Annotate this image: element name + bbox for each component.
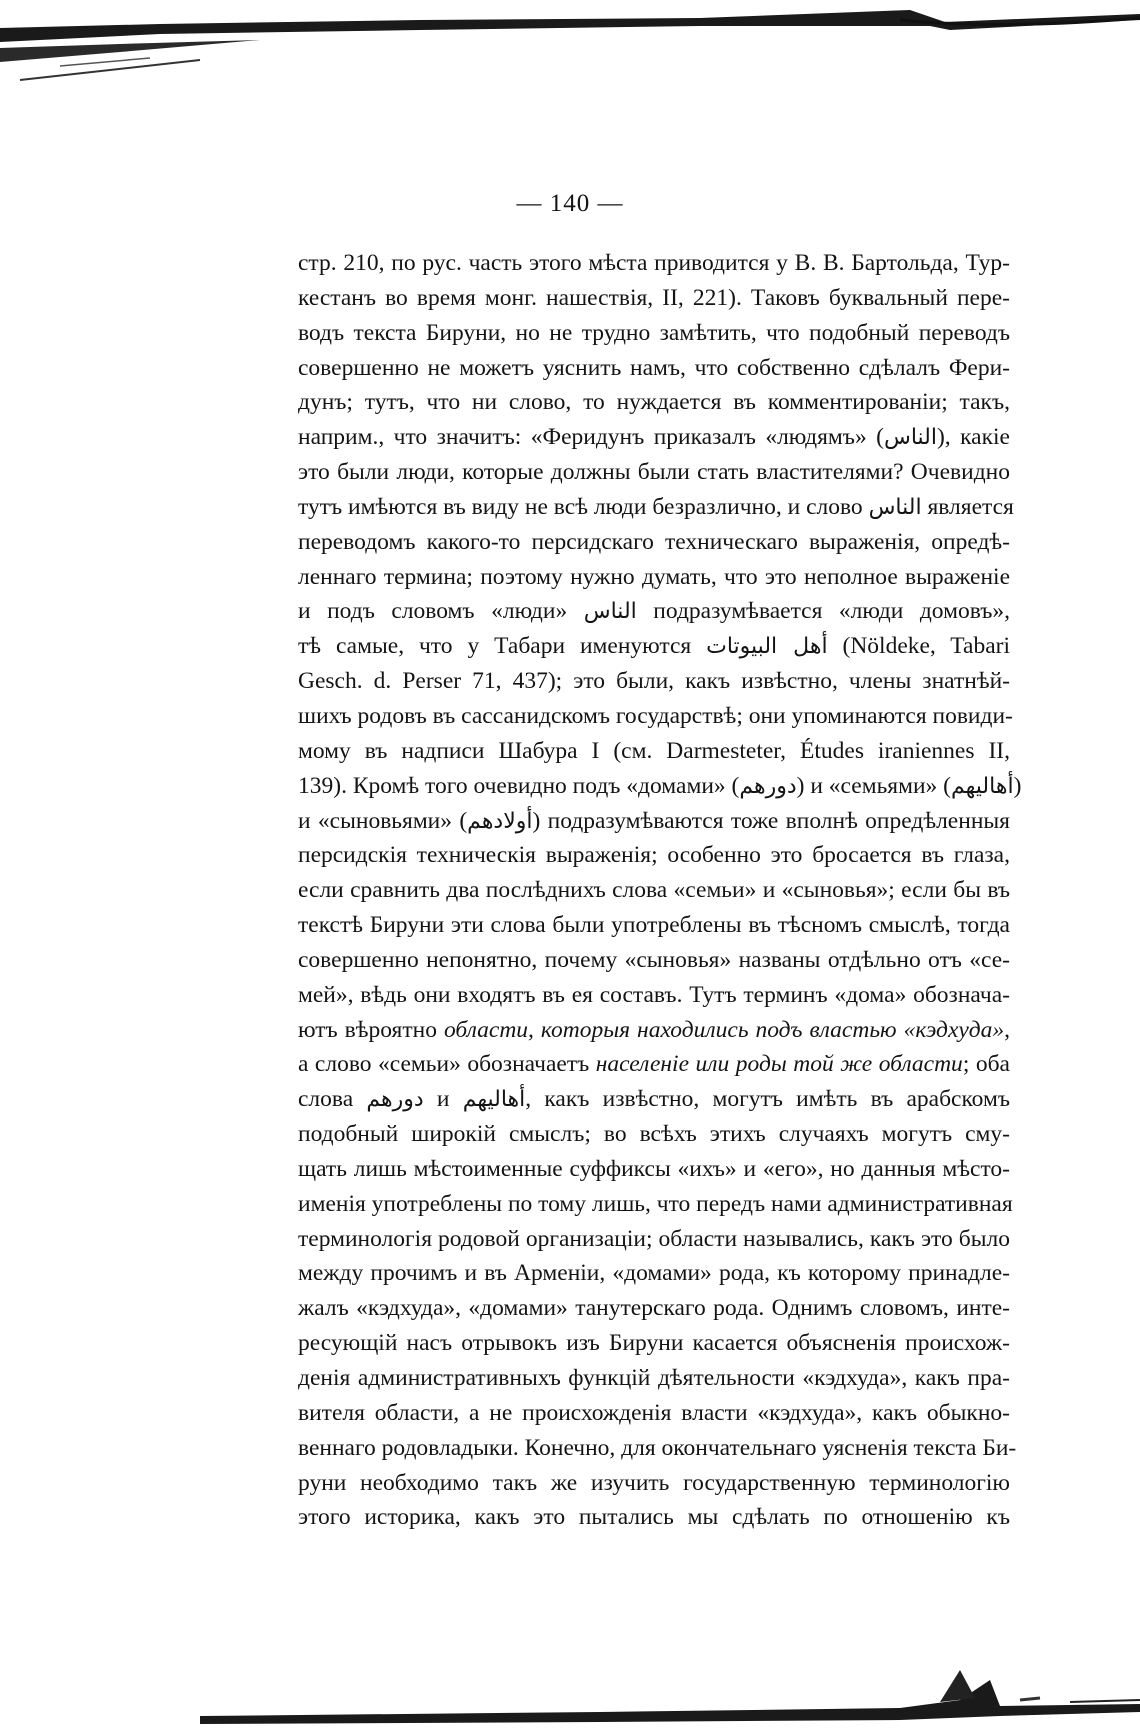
text-segment: и «сыновьями» ( (298, 807, 468, 834)
text-segment: леннаго термина; поэтому нужно думать, что это неполное выраженіе (298, 563, 1010, 590)
text-segment: мей», вѣдь они входятъ въ ея составъ. Тутъ терминъ «дома» обознача- (298, 981, 1010, 1008)
text-line (298, 943, 1010, 978)
text-segment: жалъ «кэдхуда», «домами» танутерскаго рода. Однимъ словомъ, инте- (298, 1295, 1010, 1322)
text-segment: дунъ; тутъ, что ни слово, то нуждается въ комментированіи; такъ, (298, 389, 1010, 416)
italic-phrase: области, которыя находились подъ властью «кэдхуда» (443, 1016, 1005, 1043)
text-segment: тѣ самые, что у Табари именуются (298, 633, 707, 660)
text-segment: между прочимъ и въ Арменіи, «домами» рода, къ которому принадле- (298, 1260, 1010, 1287)
text-line (298, 1291, 1010, 1326)
arabic-term: أهاليهم (951, 773, 1014, 799)
text-segment: , какъ извѣстно, могутъ имѣть въ арабскомъ (525, 1086, 1011, 1113)
text-line (298, 1500, 1010, 1535)
text-segment: ; оба (962, 1051, 1010, 1078)
text-segment: и подъ словомъ «люди» (298, 598, 584, 625)
text-segment: мому въ надписи Шабура I (см. Darmesteter, Études iraniennes II, (298, 737, 1010, 764)
text-line (298, 1361, 1010, 1396)
text-line (298, 873, 1010, 908)
page-number: — 140 — (516, 190, 624, 217)
text-line (298, 838, 1010, 873)
text-line (298, 316, 1010, 351)
arabic-term: أهاليهم (462, 1087, 526, 1113)
text-segment: наприм., что значитъ: «Феридунъ приказалъ «людямъ» ( (298, 424, 884, 451)
arabic-term: أهل البيوتات (706, 634, 828, 660)
text-line (298, 1326, 1010, 1361)
text-segment: , (1004, 1016, 1011, 1043)
scan-edge-bottom (0, 1640, 1140, 1730)
text-segment: (Nöldeke, Tabari (827, 633, 1010, 660)
scan-edge-top (0, 0, 1140, 110)
text-line (298, 351, 1010, 386)
text-line (298, 490, 1014, 525)
text-line (298, 594, 1010, 629)
text-segment: этого историка, какъ это пытались мы сдѣлать по отношенію къ (298, 1504, 1010, 1531)
body-text (298, 246, 1022, 1535)
text-segment: шихъ родовъ въ сассанидскомъ государствѣ; они упоминаются повиди- (298, 702, 1013, 729)
text-segment: ресующій насъ отрывокъ изъ Бируни касается объясненія происхож- (298, 1330, 1010, 1357)
text-line (298, 1082, 1010, 1117)
text-line (298, 1222, 1010, 1257)
text-segment: Gesch. d. Perser 71, 437); это были, какъ извѣстно, члены знатнѣй- (298, 668, 1010, 695)
text-line (298, 1466, 1010, 1501)
italic-phrase: населеніе или роды той же области (595, 1051, 963, 1078)
text-segment: и (423, 1086, 463, 1113)
arabic-term: الناس (883, 425, 937, 451)
text-segment: совершенно непонятно, почему «сыновья» названы отдѣльно отъ «се- (298, 946, 1010, 973)
text-segment: переводомъ какого-то персидскаго техническаго выраженія, опредѣ- (298, 528, 1010, 555)
text-segment: подобный широкій смыслъ; во всѣхъ этихъ случаяхъ могутъ сму- (298, 1121, 1010, 1148)
text-line (298, 420, 1010, 455)
text-segment: щать лишь мѣстоименные суффиксы «ихъ» и «его», но данныя мѣсто- (298, 1155, 1010, 1182)
text-segment: терминологія родовой организаціи; области назывались, какъ это было (298, 1225, 1010, 1252)
text-line (298, 560, 1010, 595)
text-segment: а слово «семьи» обозначаетъ (298, 1051, 596, 1078)
text-line (298, 455, 1010, 490)
text-line (298, 1187, 1013, 1222)
text-line (298, 246, 1010, 281)
text-segment: текстѣ Бируни эти слова были употреблены въ тѣсномъ смыслѣ, тогда (298, 912, 1010, 939)
arabic-term: الناس (583, 599, 637, 625)
text-line (298, 978, 1010, 1013)
text-segment: если сравнить два послѣднихъ слова «семьи» и «сыновья»; если бы въ (298, 877, 1010, 904)
text-segment: денія административныхъ функцій дѣятельности «кэдхуда», какъ пра- (298, 1365, 1010, 1391)
text-line (298, 699, 1013, 734)
text-line (298, 525, 1010, 560)
text-segment: ) (1013, 772, 1022, 799)
text-line (298, 629, 1010, 664)
text-segment: персидскія техническія выраженія; особенно это бросается въ глаза, (298, 842, 1010, 869)
text-segment: ) подразумѣваются тоже вполнѣ опредѣленныя (532, 807, 1010, 834)
text-segment: именія употреблены по тому лишь, что передъ нами административная (298, 1190, 1013, 1217)
text-line (298, 1013, 1010, 1048)
text-segment: вителя области, а не происхожденія власти «кэдхуда», какъ обыкно- (298, 1399, 1010, 1426)
arabic-term: دورهم (739, 773, 797, 799)
text-line (298, 734, 1010, 769)
text-segment: кестанъ во время монг. нашествія, II, 221). Таковъ буквальный пере- (298, 284, 1010, 311)
text-segment: совершенно не можетъ уяснить намъ, что собственно сдѣлалъ Фери- (298, 354, 1010, 381)
text-line (298, 1256, 1010, 1291)
text-segment: ), какіе (936, 424, 1010, 451)
text-segment: 139). Кромѣ того очевидно подъ «домами» ( (298, 772, 740, 799)
text-line (298, 1152, 1010, 1187)
text-line (298, 804, 1010, 839)
text-line (298, 908, 1010, 943)
text-line (298, 664, 1010, 699)
text-segment: это были люди, которые должны были стать властителями? Очевидно (298, 459, 1010, 486)
text-line (298, 1117, 1010, 1152)
text-segment: тутъ имѣются въ виду не всѣ люди безразлично, и слово (298, 493, 869, 520)
text-segment: руни необходимо такъ же изучить государственную терминологію (298, 1469, 1010, 1496)
text-segment: является (921, 493, 1014, 520)
text-segment: водъ текста Бируни, но не трудно замѣтить, что подобный переводъ (298, 319, 1010, 346)
text-line (298, 1047, 1010, 1082)
text-segment: слова (298, 1086, 367, 1113)
text-line (298, 281, 1010, 316)
text-segment: веннаго родовладыки. Конечно, для окончательнаго уясненія текста Би- (298, 1434, 1017, 1461)
arabic-term: دورهم (366, 1087, 424, 1113)
text-segment: подразумѣвается «люди домовъ», (636, 598, 1010, 625)
text-segment: стр. 210, по рус. часть этого мѣста приводится у В. В. Бартольда, Тур- (298, 250, 1010, 276)
text-line (298, 1431, 1017, 1466)
text-line (298, 769, 1022, 804)
arabic-term: الناس (868, 494, 922, 520)
text-segment: ютъ вѣроятно (298, 1016, 444, 1043)
text-line (298, 385, 1010, 420)
text-segment: ) и «семьями» ( (796, 772, 952, 799)
arabic-term: أولادهم (467, 808, 533, 834)
text-line (298, 1396, 1010, 1431)
